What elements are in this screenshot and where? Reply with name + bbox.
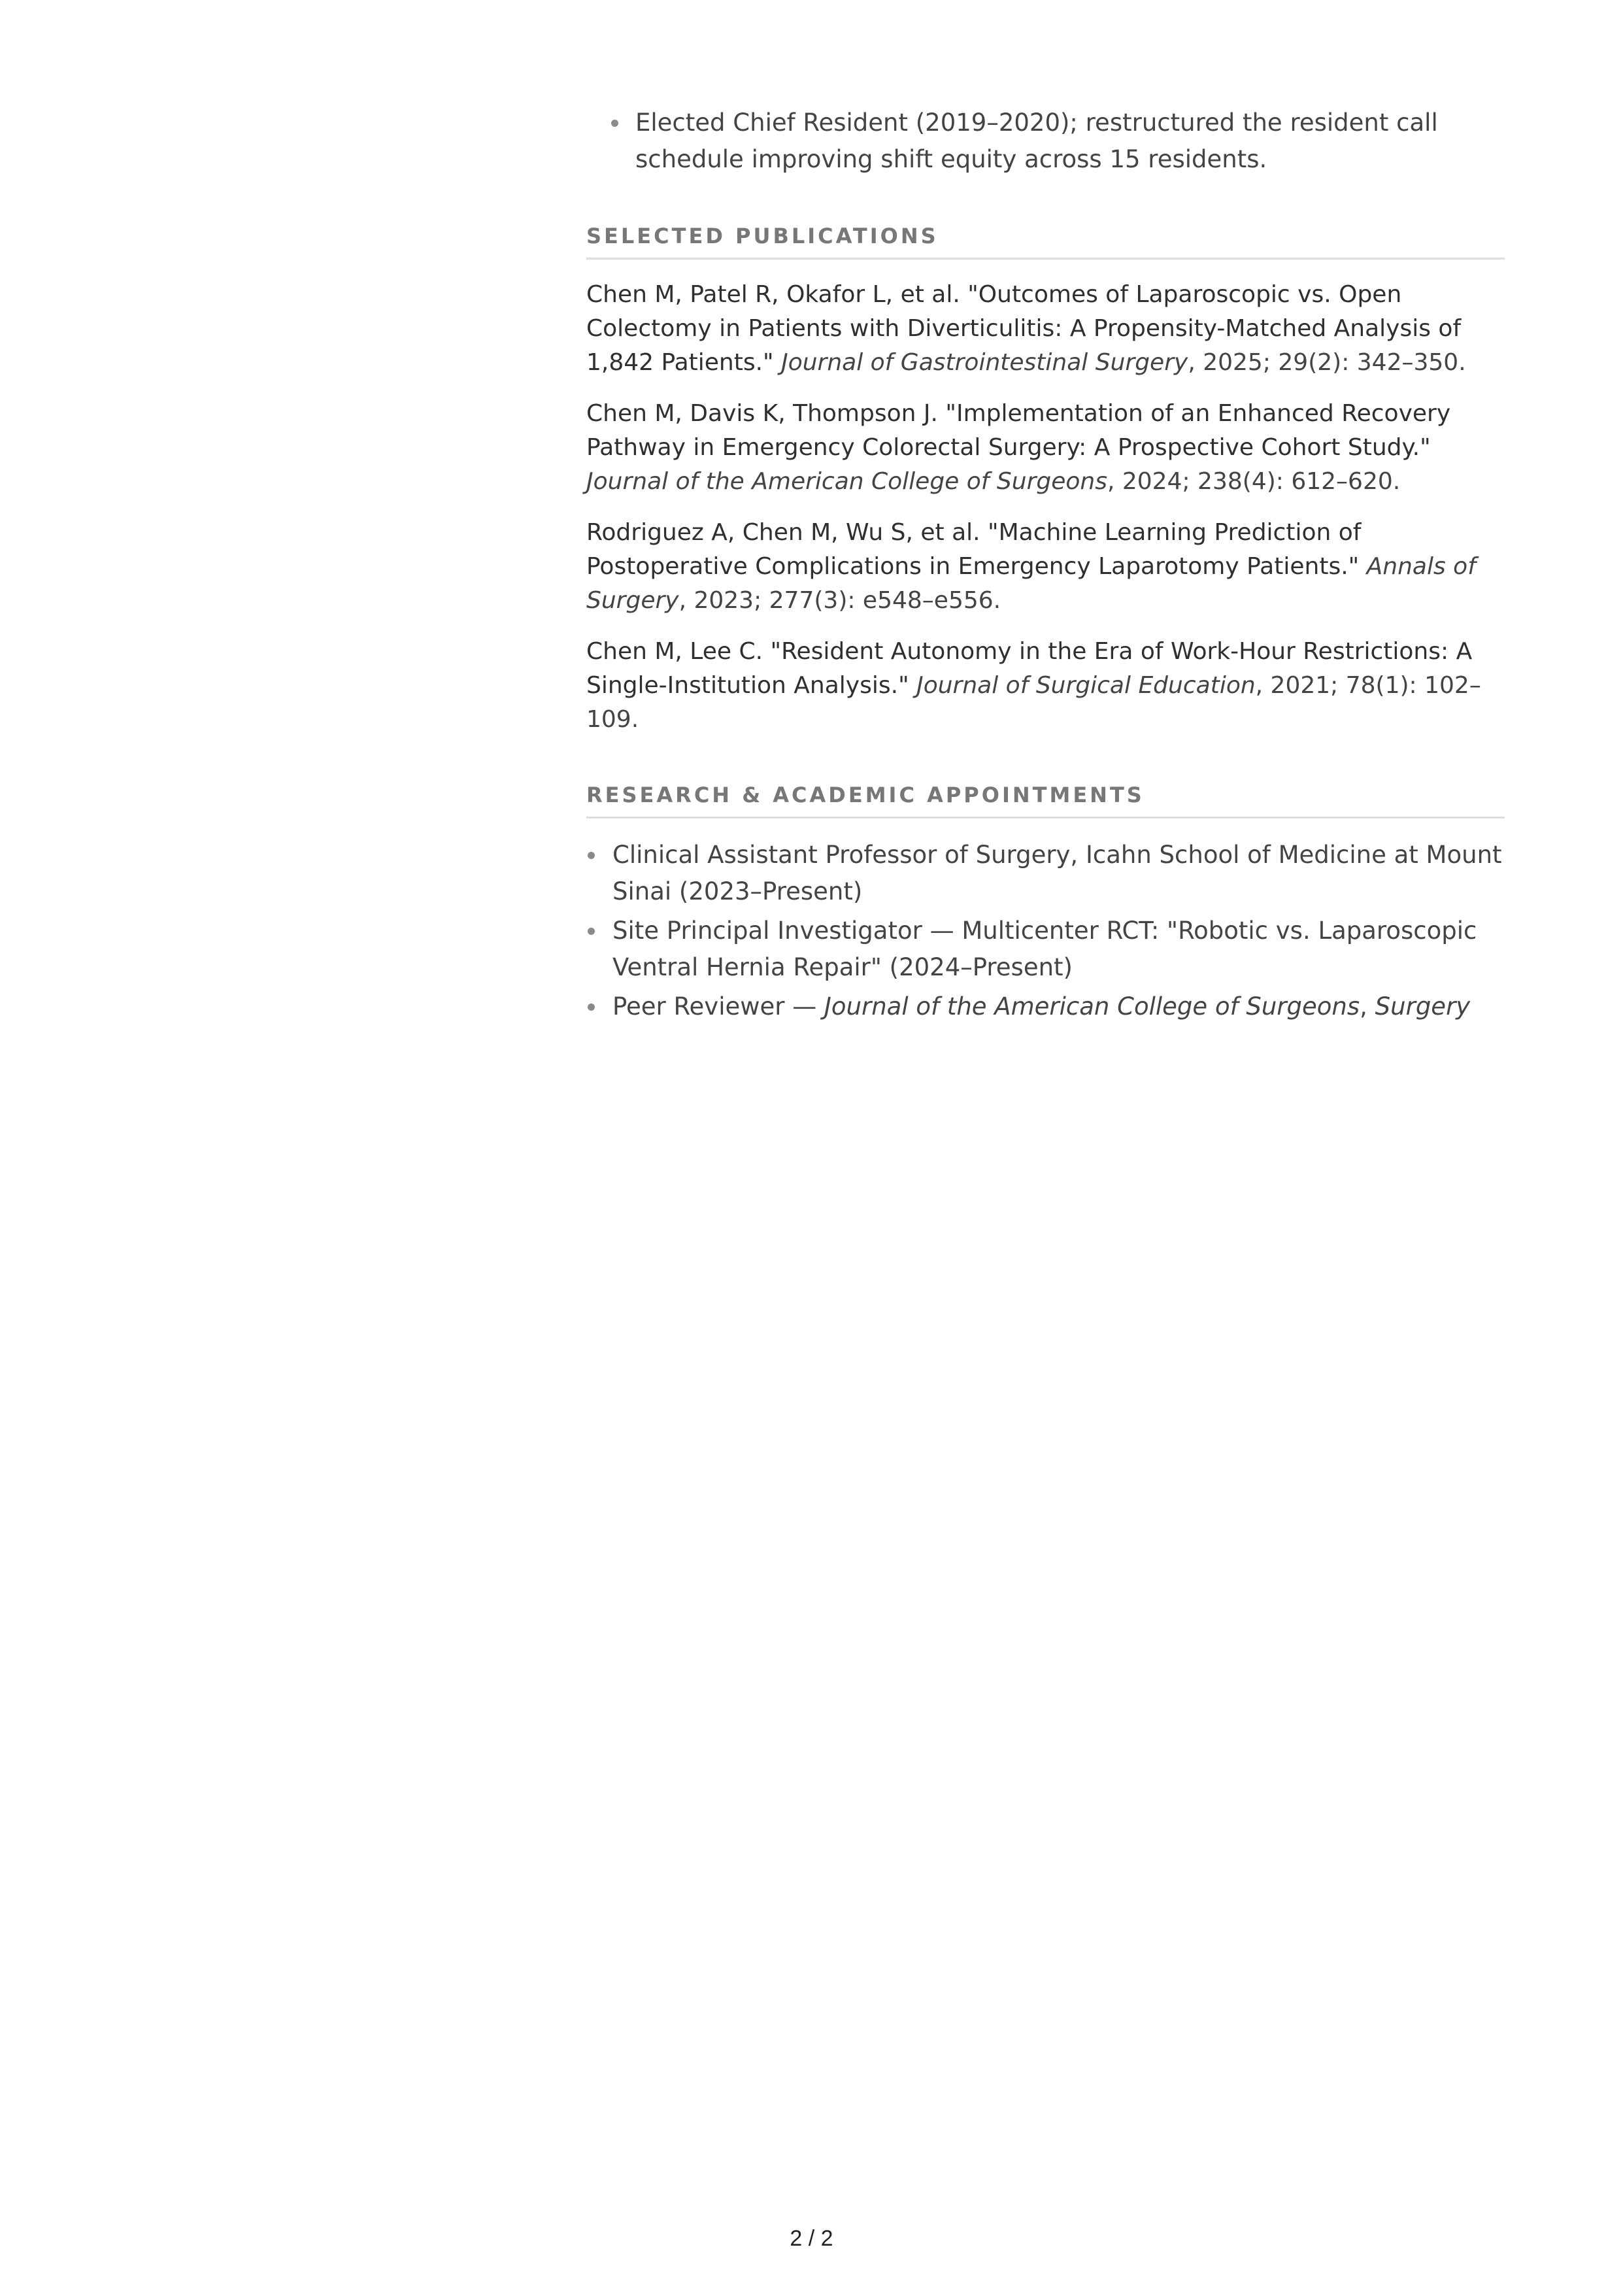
reviewed-journal: Journal of the American College of Surgeons: [824, 992, 1360, 1021]
publication-authors: Chen M, Lee C.: [586, 638, 763, 665]
publications-section: [586, 224, 1505, 737]
list-item-text: Site Principal Investigator — Multicenter RCT: "Robotic vs. Laparoscopic Ventral Hernia Repair" (2024–Present): [612, 917, 1477, 981]
publication-authors: Chen M, Davis K, Thompson J.: [586, 400, 938, 427]
publication-entry: [586, 516, 1505, 618]
publication-authors: Chen M, Patel R, Okafor L, et al.: [586, 281, 960, 308]
publication-citation: , 2025; 29(2): 342–350.: [1188, 349, 1466, 376]
publication-title: "Implementation of an Enhanced Recovery Pathway in Emergency Colorectal Surgery: A Prospective Cohort Study.": [586, 400, 1451, 461]
section-heading: RESEARCH & ACADEMIC APPOINTMENTS: [586, 783, 1505, 819]
publication-citation: , 2024; 238(4): 612–620.: [1107, 468, 1401, 495]
list-item-prefix: Peer Reviewer —: [612, 992, 825, 1021]
list-item: [635, 105, 1505, 178]
list-item: [612, 837, 1505, 910]
publication-citation: , 2021; 78(1): 102–109.: [586, 672, 1481, 733]
bullet-icon: [588, 928, 595, 935]
continued-experience-list: [586, 105, 1505, 178]
publication-authors: Rodriguez A, Chen M, Wu S, et al.: [586, 519, 980, 546]
publication-entry: [586, 278, 1505, 380]
list-separator: ,: [1360, 992, 1375, 1021]
publication-entry: [586, 635, 1505, 737]
publication-entry: [586, 397, 1505, 499]
bullet-icon: [611, 120, 618, 127]
publication-title: "Outcomes of Laparoscopic vs. Open Colectomy in Patients with Diverticulitis: A Propensity-Matched Analysis of 1,842 Patients.": [586, 281, 1462, 376]
publication-title: "Resident Autonomy in the Era of Work-Hour Restrictions: A Single-Institution Analysis.": [586, 638, 1473, 699]
appointments-section: [586, 783, 1505, 1025]
list-item-text: Elected Chief Resident (2019–2020); restructured the resident call schedule improving shift equity across 15 residents.: [635, 109, 1438, 173]
publication-journal: Annals of Surgery: [586, 553, 1476, 614]
publication-journal: Journal of Gastrointestinal Surgery: [781, 349, 1188, 376]
bullet-icon: [588, 1004, 595, 1011]
list-item-text: Clinical Assistant Professor of Surgery, Icahn School of Medicine at Mount Sinai (2023–Present): [612, 841, 1502, 905]
list-item: [612, 913, 1505, 986]
bullet-icon: [588, 852, 595, 859]
publication-citation: , 2023; 277(3): e548–e556.: [678, 587, 1001, 614]
resume-page-content: [586, 105, 1505, 1028]
publication-journal: Journal of Surgical Education: [916, 672, 1256, 699]
publication-journal: Journal of the American College of Surgeons: [586, 468, 1107, 495]
page-number: 2 / 2: [790, 2226, 833, 2251]
section-heading: SELECTED PUBLICATIONS: [586, 224, 1505, 260]
publication-title: "Machine Learning Prediction of Postoperative Complications in Emergency Laparotomy Patients.": [586, 519, 1362, 580]
list-item: [612, 988, 1505, 1025]
appointments-list: [586, 837, 1505, 1025]
publication-list: [586, 278, 1505, 737]
reviewed-journal: Surgery: [1375, 992, 1471, 1021]
